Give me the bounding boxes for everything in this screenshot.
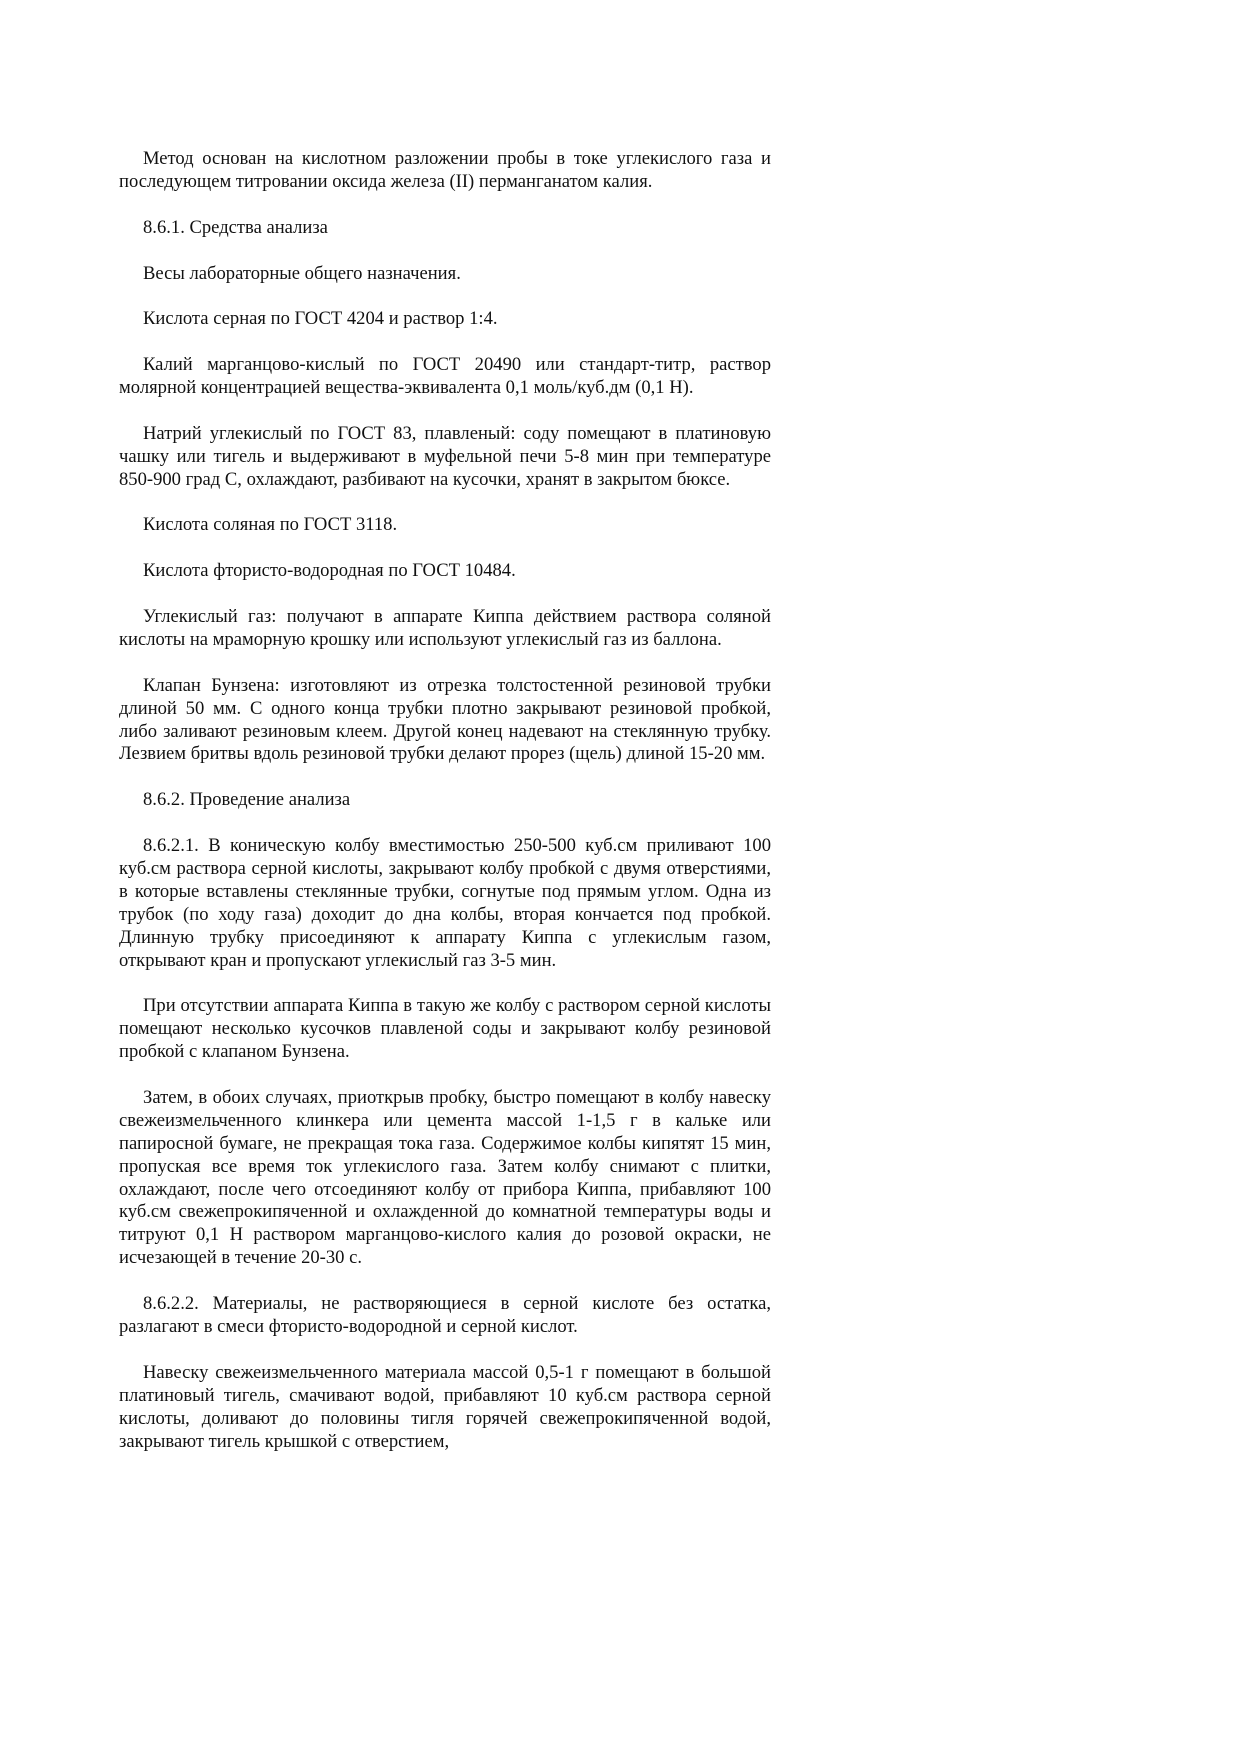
paragraph-potassium-permanganate: Калий марганцово-кислый по ГОСТ 20490 или стандарт-титр, раствор молярной концентрацией вещества-эквивалента 0,1 моль/куб.дм (0,1 Н).: [119, 354, 771, 398]
section-heading-8-6-2: 8.6.2. Проведение анализа: [143, 789, 351, 811]
section-heading-8-6-1: 8.6.1. Средства анализа: [143, 216, 328, 238]
paragraph-sodium-carbonate: Натрий углекислый по ГОСТ 83, плавленый: соду помещают в платиновую чашку или тигель и выдерживают в муфельной печи 5-8 мин при температуре 850-900 град С, охлаждают, разбивают на кусочки, хранят в закрытом бюксе.: [119, 422, 771, 490]
paragraph-8-6-2-2: 8.6.2.2. Материалы, не растворяющиеся в серной кислоте без остатка, разлагают в смеси фтористо-водородной и серной кислот.: [119, 1293, 771, 1337]
paragraph-sample-boiling-titration: Затем, в обоих случаях, приоткрыв пробку, быстро помещают в колбу навеску свежеизмельченного клинкера или цемента массой 1-1,5 г в кальке или папиросной бумаге, не прекращая тока газа. Содержимое колбы кипятят 15 мин, пропуская все время ток углекислого газа. Затем колбу снимают с плитки, охлаждают, после чего отсоединяют колбу от прибора Киппа, прибавляют 100 куб.см свежепрокипяченной и охлажденной до комнатной температуры воды и титруют 0,1 Н раствором марганцово-кислого калия до розовой окраски, не исчезающей в течение 20-30 с.: [119, 1086, 771, 1269]
paragraph-carbon-dioxide: Углекислый газ: получают в аппарате Киппа действием раствора соляной кислоты на мраморную крошку или используют углекислый газ из баллона.: [119, 606, 771, 650]
paragraph-platinum-crucible: Навеску свежеизмельченного материала массой 0,5-1 г помещают в большой платиновый тигель, смачивают водой, прибавляют 10 куб.см раствора серной кислоты, доливают до половины тигля горячей свежепрокипяченной водой, закрывают тигель крышкой с отверстием,: [119, 1361, 771, 1452]
paragraph-no-kipp-apparatus: При отсутствии аппарата Киппа в такую же колбу с раствором серной кислоты помещают несколько кусочков плавленой соды и закрывают колбу резиновой пробкой с клапаном Бунзена.: [119, 995, 771, 1063]
paragraph-8-6-2-1: 8.6.2.1. В коническую колбу вместимостью 250-500 куб.см приливают 100 куб.см раствора серной кислоты, закрывают колбу пробкой с двумя отверстиями, в которые вставлены стеклянные трубки, согнутые под прямым углом. Одна из трубок (по ходу газа) доходит до дна колбы, вторая кончается под пробкой. Длинную трубку присоединяют к аппарату Киппа с углекислым газом, открывают кран и пропускают углекислый газ 3-5 мин.: [119, 835, 771, 971]
paragraph-bunsen-valve: Клапан Бунзена: изготовляют из отрезка толстостенной резиновой трубки длиной 50 мм. С одного конца трубки плотно закрывают резиновой пробкой, либо заливают резиновым клеем. Другой конец надевают на стеклянную трубку. Лезвием бритвы вдоль резиновой трубки делают прорез (щель) длиной 15-20 мм.: [119, 674, 771, 765]
document-page: [119, 148, 771, 1453]
paragraph-method-intro: Метод основан на кислотном разложении пробы в токе углекислого газа и последующем титровании оксида железа (II) перманганатом калия.: [119, 148, 771, 192]
paragraph-hydrofluoric-acid: Кислота фтористо-водородная по ГОСТ 10484.: [143, 560, 516, 582]
paragraph-sulfuric-acid: Кислота серная по ГОСТ 4204 и раствор 1:4.: [143, 308, 498, 330]
paragraph-scales: Весы лабораторные общего назначения.: [143, 262, 461, 284]
paragraph-hydrochloric-acid: Кислота соляная по ГОСТ 3118.: [143, 514, 398, 536]
